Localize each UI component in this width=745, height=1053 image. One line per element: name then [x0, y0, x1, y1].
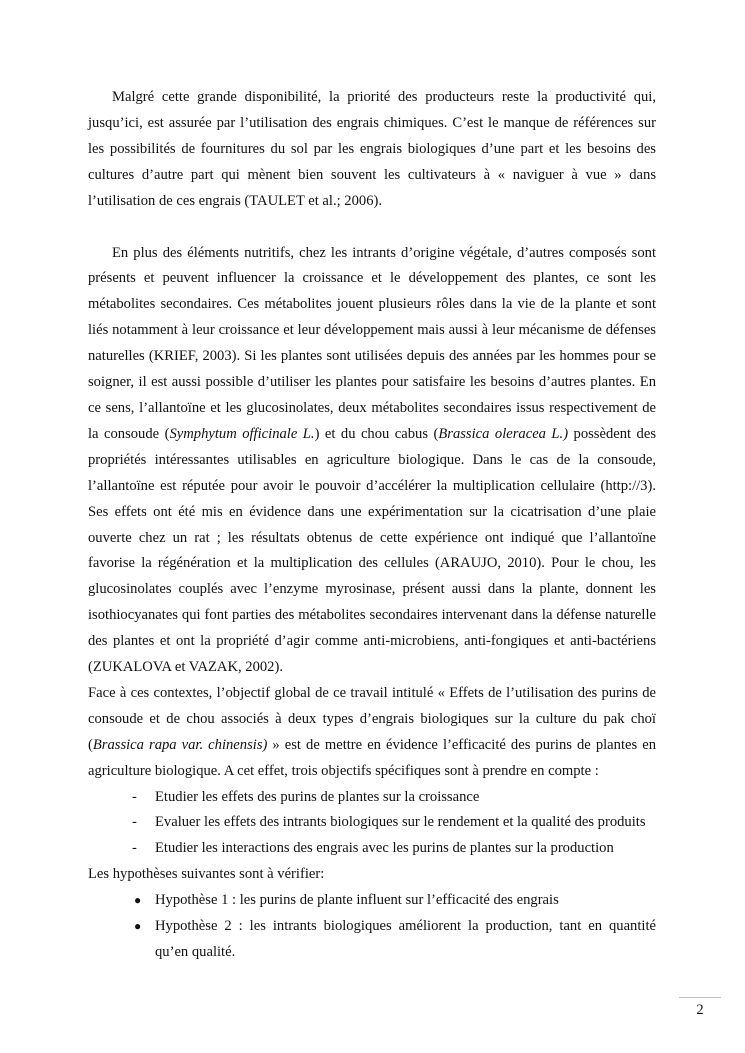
objectives-list [88, 785, 656, 863]
bullet-icon: ● [134, 893, 142, 908]
species-symphytum: Symphytum officinale L. [169, 425, 315, 442]
list-item [88, 888, 656, 914]
objective-text: Evaluer les effets des intrants biologiques sur le rendement et la qualité des produits [155, 814, 646, 831]
paragraph-3-part-b: » est de mettre en évidence l’efficacité des purins de plantes en agriculture biologique. A cet effet, trois objectifs spécifiques sont à prendre en compte : [88, 736, 656, 779]
paragraph-2-part-a: En plus des éléments nutritifs, chez les intrants d’origine végétale, d’autres composés sont présents et peuvent influencer la croissance et le développement des plantes, ce sont les métabolites secondaires. Ces métabolites jouent plusieurs rôles dans la vie de la plante et sont liés notamment à leur croissance et leur développement mais aussi à leur mécanisme de défenses naturelles (KRIEF, 2003). Si les plantes sont utilisées depuis des années par les hommes pour se soigner, il est aussi possible d’utiliser les plantes pour satisfaire les besoins d’autres plantes. En ce sens, l’allantoïne et les glucosinolates, deux métabolites secondaires issus respectivement de la consoude ( [88, 244, 656, 442]
paragraph-3-part-a: Face à ces contextes, l’objectif global de ce travail intitulé « Effets de l’utilisation des purins de consoude et de chou associés à deux types d’engrais biologiques sur la culture du pak choï ( [88, 684, 656, 753]
dash-marker: - [132, 788, 137, 805]
species-brassica-oleracea: Brassica oleracea L.) [438, 425, 569, 442]
page-number-rule [679, 997, 721, 998]
paragraph-2-part-c: possèdent des propriétés intéressantes utilisables en agriculture biologique. Dans le cas de la consoude, l’allantoïne est réputée pour avoir le pouvoir d’accélérer la multiplication cellulaire (http://3). Ses effets ont été mis en évidence dans une expérimentation sur la cicatrisation d’une plaie ouverte chez un rat ; les résultats obtenus de cette expérience ont indiqué que l’allantoïne favorise la régénération et la multiplication des cellules (ARAUJO, 2010). Pour le chou, les glucosinolates couplés avec l’enzyme myrosinase, présent aussi dans la plante, donnent les isothiocyanates qui font parties des métabolites secondaires intervenant dans la défense naturelle des plantes et ont la propriété d’agir comme anti-microbiens, anti-fongiques et anti-bactériens (ZUKALOVA et VAZAK, 2002). [88, 425, 657, 676]
hypothesis-text: Hypothèse 1 : les purins de plante influent sur l’efficacité des engrais [155, 892, 559, 909]
list-item [88, 810, 656, 836]
bullet-icon: ● [134, 919, 142, 934]
paragraph-2-part-b: ) et du chou cabus ( [314, 425, 439, 442]
paragraph-1: Malgré cette grande disponibilité, la priorité des producteurs reste la productivité qui, jusqu’ici, est assurée par l’utilisation des engrais chimiques. C’est le manque de références sur les possibilités de fournitures du sol par les engrais biologiques d’une part et les besoins des cultures d’autre part qui mènent bien souvent les cultivateurs à « naviguer à vue » dans l’utilisation de ces engrais (TAULET et al.; 2006). [88, 89, 656, 209]
hypotheses-list [88, 888, 656, 966]
list-item [88, 914, 656, 966]
hypotheses-intro: Les hypothèses suivantes sont à vérifier: [88, 866, 325, 883]
page-number: 2 [696, 1002, 704, 1018]
list-item [88, 785, 656, 811]
objective-text: Etudier les effets des purins de plantes sur la croissance [155, 788, 480, 805]
hypothesis-text: Hypothèse 2 : les intrants biologiques améliorent la production, tant en quantité qu’en qualité. [155, 918, 656, 960]
list-item [88, 836, 656, 862]
paragraph-2 [88, 241, 656, 681]
species-brassica-rapa: Brassica rapa var. chinensis) [92, 736, 268, 753]
objective-text: Etudier les interactions des engrais avec les purins de plantes sur la production [155, 840, 614, 857]
paragraph-3 [88, 681, 656, 785]
dash-marker: - [132, 814, 137, 831]
body-text [88, 85, 656, 966]
dash-marker: - [132, 840, 137, 857]
paragraph-spacer [88, 215, 656, 241]
